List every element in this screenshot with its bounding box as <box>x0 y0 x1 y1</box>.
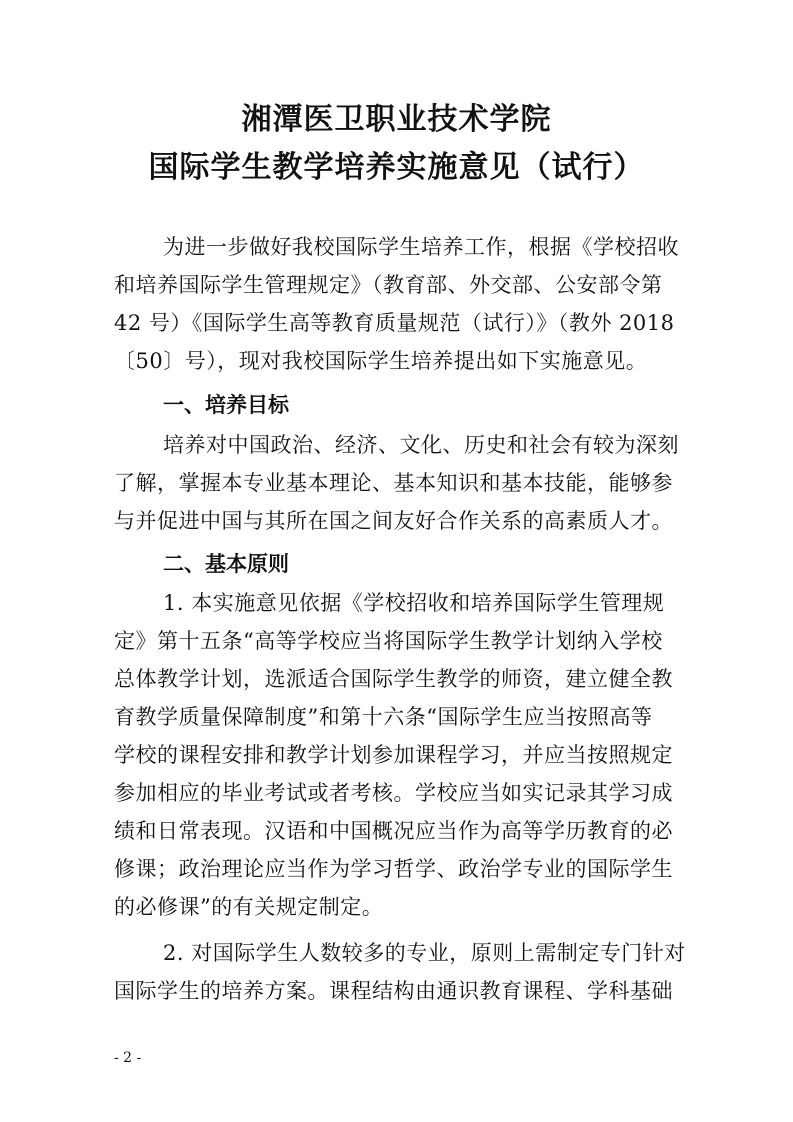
item-1-line: 1. 本实施意见依据《学校招收和培养国际学生管理规 <box>163 591 665 615</box>
item-1-line: 参加相应的毕业考试或者考核。学校应当如实记录其学习成 <box>114 781 673 805</box>
item-1-line: 总体教学计划，选派适合国际学生教学的师资，建立健全教 <box>114 667 673 691</box>
section-1-line: 培养对中国政治、经济、文化、历史和社会有较为深刻 <box>163 433 679 457</box>
item-1-line: 绩和日常表现。汉语和中国概况应当作为高等学历教育的必 <box>114 819 673 843</box>
item-2-line: 2. 对国际学生人数较多的专业，原则上需制定专门针对 <box>163 941 686 965</box>
item-1-line: 的必修课”的有关规定制定。 <box>114 895 384 919</box>
item-1-line: 学校的课程安排和教学计划参加课程学习，并应当按照规定 <box>114 743 673 767</box>
section-1-line: 与并促进中国与其所在国之间友好合作关系的高素质人才。 <box>114 509 673 533</box>
item-2-line: 国际学生的培养方案。课程结构由通识教育课程、学科基础 <box>114 979 673 1003</box>
document-title-line-2: 国际学生教学培养实施意见（试行） <box>148 150 645 185</box>
intro-line: 42 号）《国际学生高等教育质量规范（试行）》（教外 2018 <box>114 311 675 335</box>
intro-line: 和培养国际学生管理规定》（教育部、外交部、公安部令第 <box>114 273 663 297</box>
section-2-heading: 二、基本原则 <box>163 552 289 576</box>
item-1-line: 修课；政治理论应当作为学习哲学、政治学专业的国际学生 <box>114 857 673 881</box>
item-1-line: 定》第十五条“高等学校应当将国际学生教学计划纳入学校 <box>114 629 663 653</box>
intro-line: 〔50〕号），现对我校国际学生培养提出如下实施意见。 <box>114 349 648 373</box>
document-title-line-1: 湘潭医卫职业技术学院 <box>241 102 552 137</box>
section-1-line: 了解，掌握本专业基本理论、基本知识和基本技能，能够参 <box>114 471 673 495</box>
item-1-line: 育教学质量保障制度”和第十六条“国际学生应当按照高等 <box>114 705 653 729</box>
page-number: - 2 - <box>114 1050 142 1066</box>
intro-line: 为进一步做好我校国际学生培养工作，根据《学校招收 <box>163 235 679 259</box>
section-1-heading: 一、培养目标 <box>163 393 289 417</box>
